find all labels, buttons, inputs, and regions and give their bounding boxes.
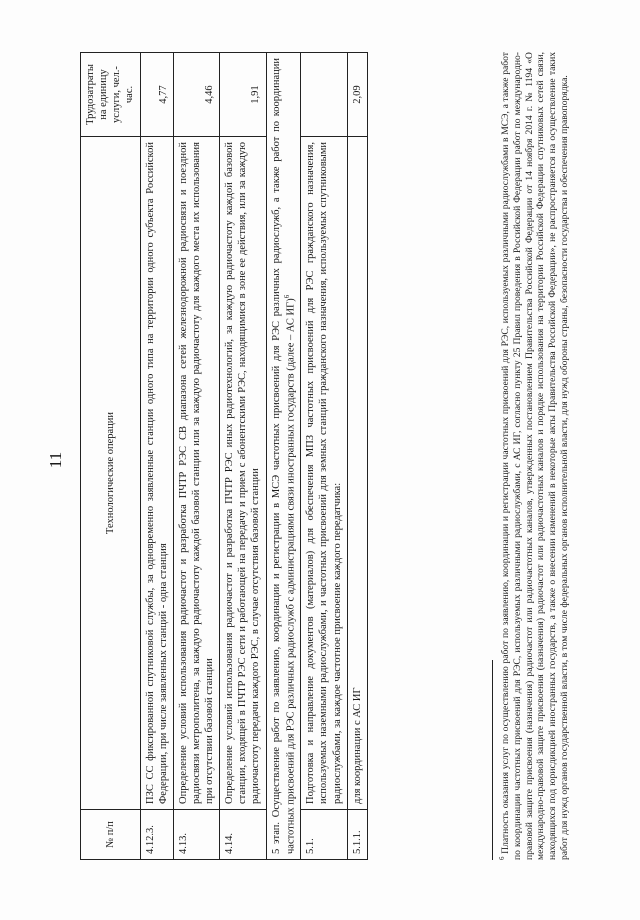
row-operation: Определение условий использования радиочастот и разработка ПЧТР РЭС СВ диапазона сетей железнодорожной радиосвязи и поездной радиосвязи метрополитена, за каждую радиочастоту каждой базовой станции или за каждую радиочастоту для каждого места их использования при отсутствии базовой станции [173, 137, 219, 810]
row-operation: Подготовка и направление документов (материалов) для обеспечения МПЗ частотных присвоений для РЭС гражданского назначения, используемых наземными радиослужбами, и частотных присвоений для земных станций гражданского назначения, используемых спутниковыми радиослужбами, за каждое частотное присвоение каждого передатчика: [301, 137, 347, 810]
table-row [173, 53, 219, 860]
row-operation: для координации с АС ИГ [347, 137, 367, 810]
table-row [347, 53, 367, 860]
row-labor-value [301, 53, 347, 137]
header-labor: Трудозатраты на единицу услуги, чел.-час. [81, 53, 141, 137]
row-number: 4.12.3. [140, 810, 173, 860]
table-row [140, 53, 173, 860]
footnote-divider [492, 660, 493, 860]
stage-tail: (далее – АС ИГ) [285, 298, 297, 371]
table-row [220, 53, 266, 860]
row-number: 4.13. [173, 810, 219, 860]
table-row [301, 53, 347, 860]
rotated-sheet [40, 40, 600, 880]
row-number: 4.14. [220, 810, 266, 860]
stage-text: 5 этап. Осуществление работ по заявлению, координации и регистрации в МСЭ частотных присвоений для РЭС различных радиослужб, а также работ по координации частотных присвоений для РЭС различных радиослужб с администрациями связи иностранных государств [270, 58, 297, 854]
header-operations: Технологические операции [81, 137, 141, 810]
operations-table [80, 52, 368, 860]
stage-heading [266, 53, 301, 860]
row-labor-value: 1,91 [220, 53, 266, 137]
row-labor-value: 4,46 [173, 53, 219, 137]
row-number: 5.1.1. [347, 810, 367, 860]
footnote-ref: 6 [282, 294, 291, 299]
footnote-marker: 6 [498, 856, 506, 860]
row-operation: ПЗС СС фиксированной спутниковой службы, за одновременно заявленные станции одного типа на территории одного субъекта Российской Федерации, при числе заявленных станций - одна станция [140, 137, 173, 810]
row-labor-value: 2,09 [347, 53, 367, 137]
footnote [498, 52, 570, 860]
row-operation: Определение условий использования радиочастот и разработка ПЧТР РЭС иных радиотехнологий, за каждую радиочастоту каждой базовой станции, входящей в ПЧТР РЭС сети и работающей на передачу и прием с абонентскими РЭС, находящимися в зоне ее действия, или за каждую радиочастоту передачи каждого РЭС, в случае отсутствия базовой станции [220, 137, 266, 810]
stage-row [266, 53, 301, 860]
row-labor-value: 4,77 [140, 53, 173, 137]
header-number: № п/п [81, 810, 141, 860]
row-number: 5.1. [301, 810, 347, 860]
table-header-row [81, 53, 141, 860]
footnote-text: Платность оказания услуг по осуществлению работ по заявлению, координации и регистрации частотных присвоений для РЭС, используемых различными радиослужбами в МСЭ, а также работ по координации частотных присвоений для РЭС, используемых различными радиослужбами, с АС ИГ, согласно пункту 25 Правил проведения в Российской Федерации работ по международно-правовой защите присвоения (назначения) радиочастот или радиочастотных каналов, утвержденных постановлением Правительства Российской Федерации от 14 ноября 2014 г. № 1194 «О международно-правовой защите присвоения (назначения) радиочастот или радиочастотных каналов и порядке использования на территории Российской Федерации спутниковых сетей связи, находящихся под юрисдикцией иностранных государств, а также о внесении изменений в некоторые акты Правительства Российской Федерации», не распространяется на осуществление таких работ для нужд органов государственной власти, в том числе федеральных органов исполнительной власти, для нужд обороны страны, безопасности государства и обеспечения правопорядка. [500, 52, 570, 860]
page-number: 11 [46, 451, 65, 469]
